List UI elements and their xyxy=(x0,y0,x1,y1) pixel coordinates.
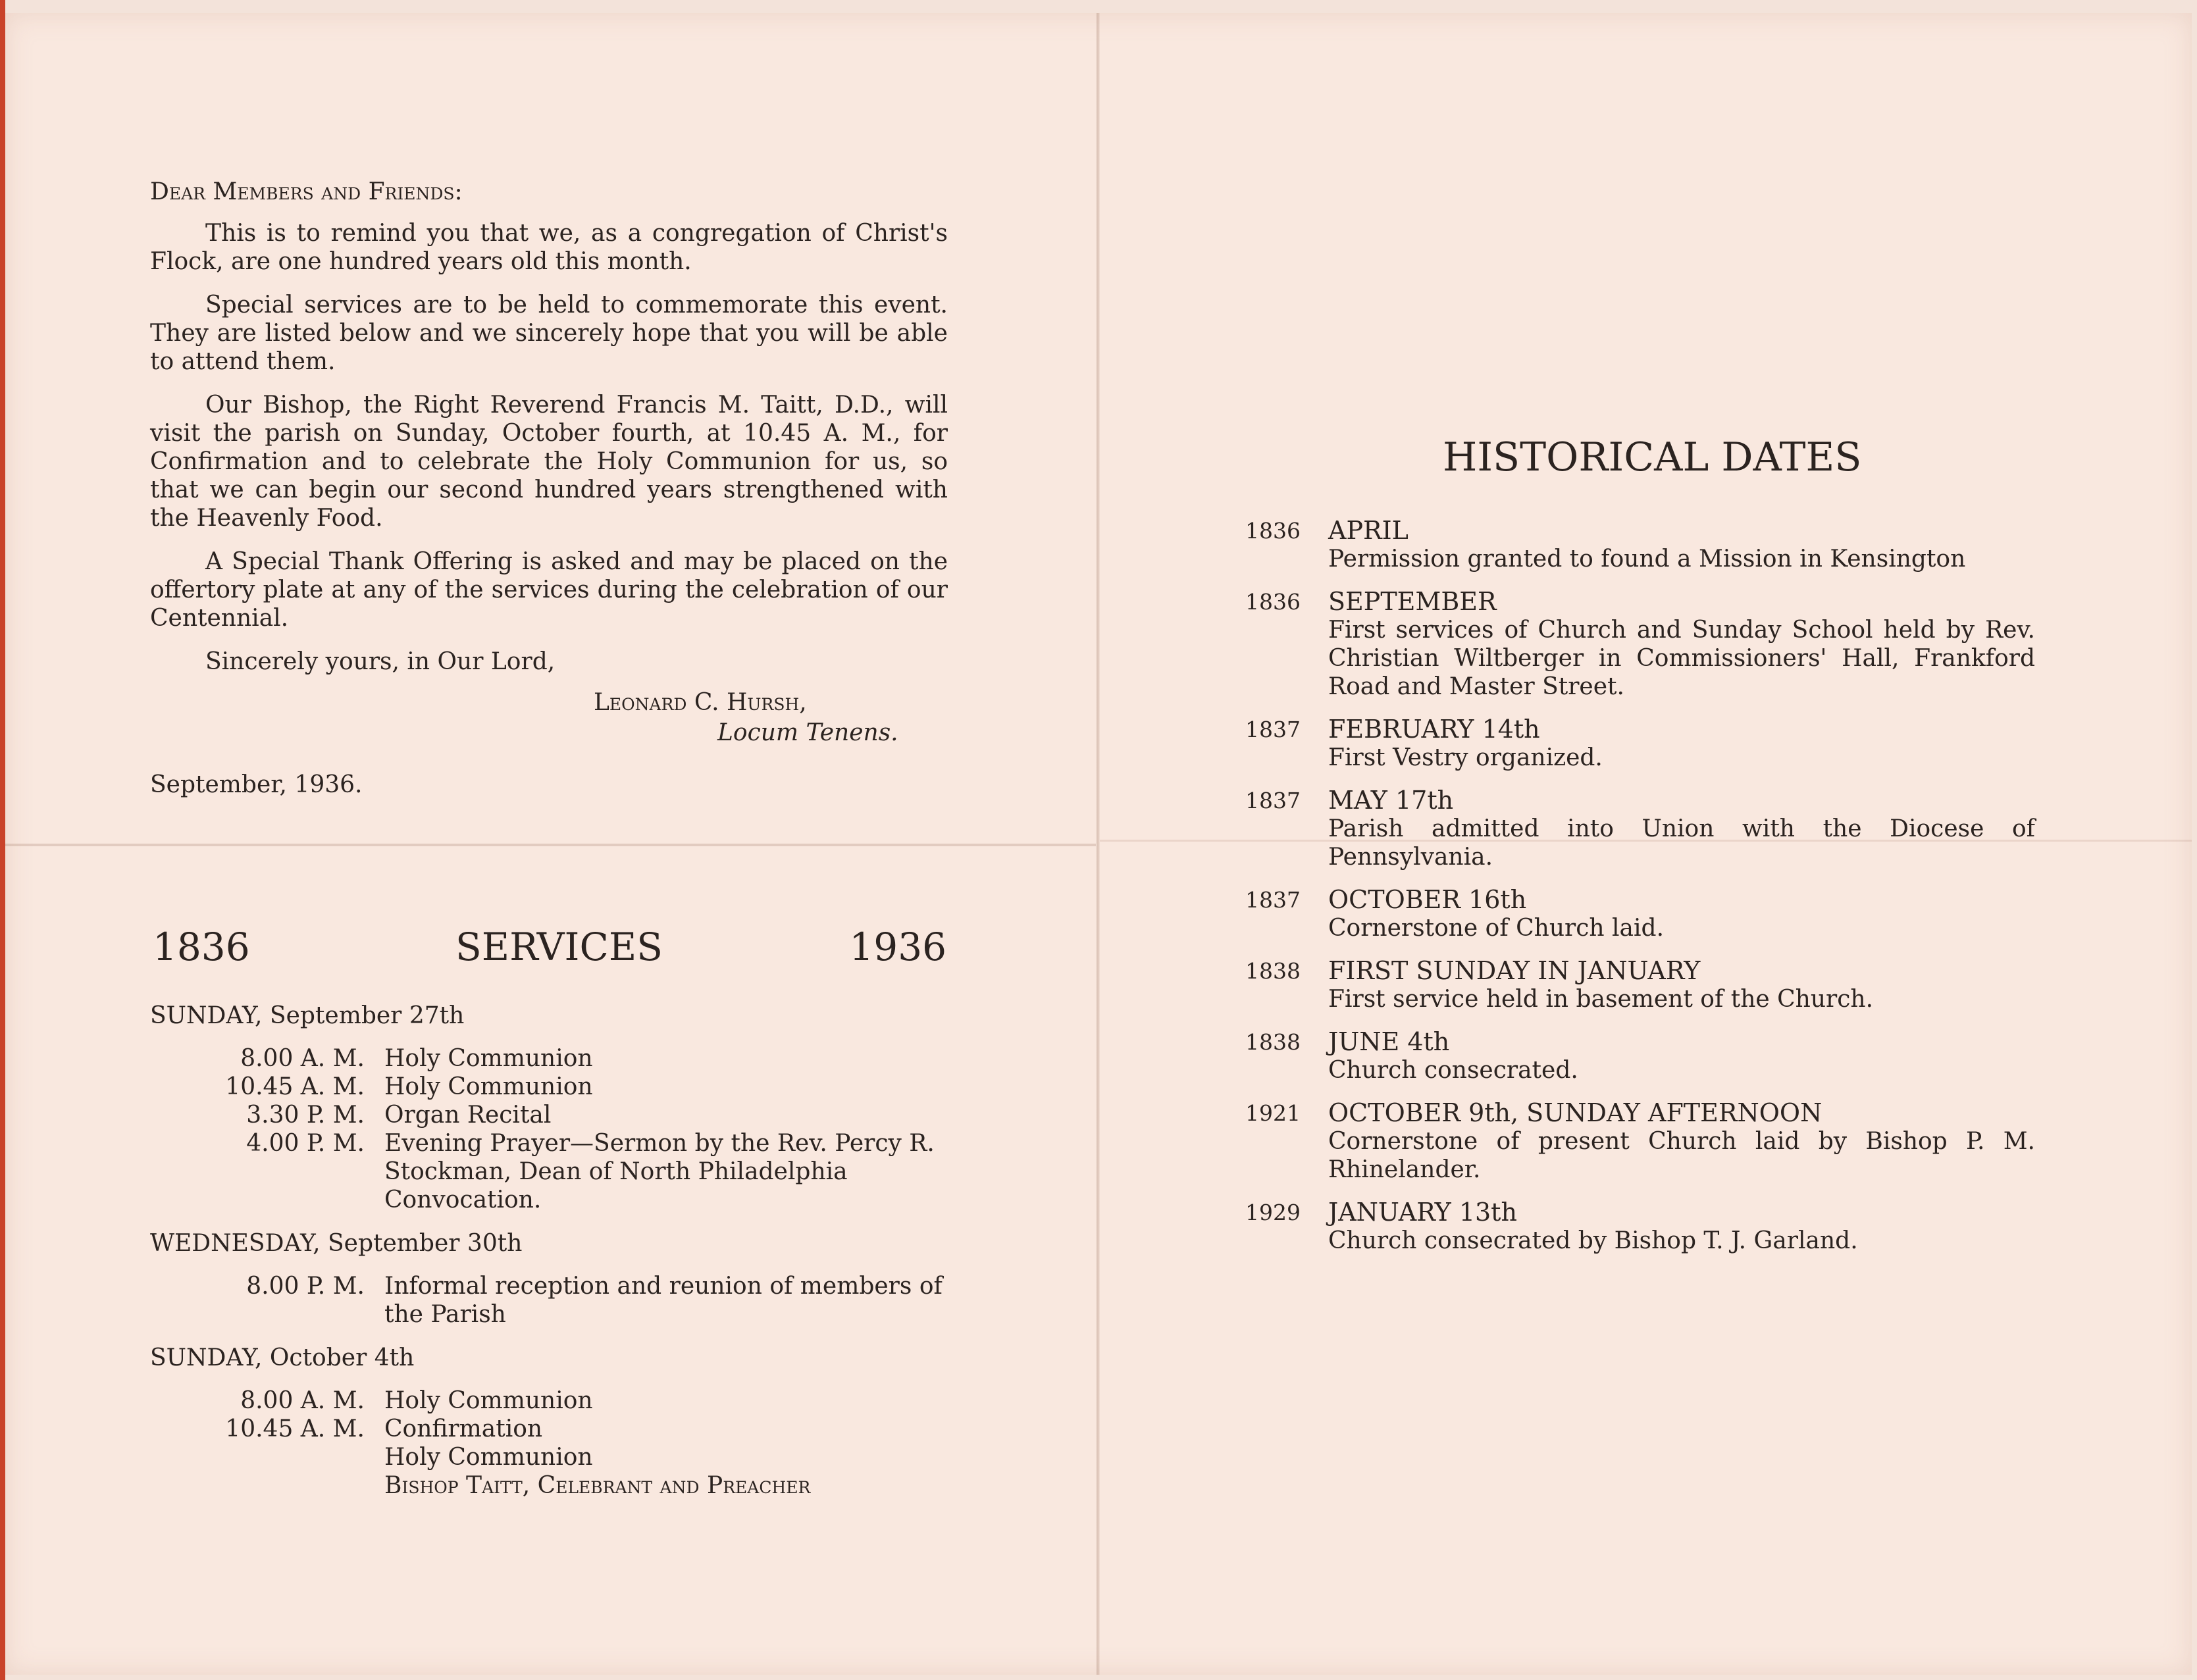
history-entry xyxy=(1245,786,2035,871)
letter-signer-title: Locum Tenens. xyxy=(717,719,898,746)
history-year: 1836 xyxy=(1245,518,1301,544)
letter-date: September, 1936. xyxy=(150,771,363,798)
history-entry xyxy=(1245,1028,2035,1084)
historical-dates-list xyxy=(1245,517,2035,1269)
letter xyxy=(150,178,948,799)
service-event xyxy=(150,1443,950,1471)
service-day: SUNDAY, October 4th xyxy=(150,1344,415,1371)
service-desc: Organ Recital xyxy=(384,1102,552,1129)
service-time: 8.00 P. M. xyxy=(246,1273,365,1300)
letter-paragraph: A Special Thank Offering is asked and may be placed on the offertory plate at any of the services during the celebration of our Centennial. xyxy=(150,548,948,632)
service-time: 4.00 P. M. xyxy=(246,1130,365,1157)
service-time: 8.00 A. M. xyxy=(240,1387,365,1414)
history-entry xyxy=(1245,957,2035,1013)
history-heading: MAY 17th xyxy=(1328,786,1454,815)
history-entry xyxy=(1245,1099,2035,1184)
history-year: 1836 xyxy=(1245,589,1301,615)
letter-signer: Leonard C. Hursh, xyxy=(594,689,807,716)
services-year-end: 1936 xyxy=(849,925,946,969)
service-event xyxy=(150,1471,950,1500)
history-year: 1837 xyxy=(1245,788,1301,813)
service-event xyxy=(150,1415,950,1443)
service-time xyxy=(150,1443,365,1471)
history-desc: Parish admitted into Union with the Diocese of Pennsylvania. xyxy=(1328,815,2035,871)
service-desc: Informal reception and reunion of members of the Parish xyxy=(384,1273,943,1328)
service-time: 8.00 A. M. xyxy=(240,1045,365,1072)
horizontal-fold-left xyxy=(5,844,1096,846)
history-heading: APRIL xyxy=(1328,516,1409,545)
service-desc: Evening Prayer—Sermon by the Rev. Percy R. Stockman, Dean of North Philadelphia Convocation. xyxy=(384,1130,935,1213)
letter-salutation: Dear Members and Friends: xyxy=(150,178,463,205)
history-desc: Cornerstone of present Church laid by Bishop P. M. Rhinelander. xyxy=(1328,1128,2035,1183)
paper-edge xyxy=(0,0,5,1680)
service-event xyxy=(150,1272,950,1329)
history-desc: Permission granted to found a Mission in Kensington xyxy=(1328,546,1966,573)
history-year: 1837 xyxy=(1245,887,1301,913)
history-desc: Church consecrated by Bishop T. J. Garland. xyxy=(1328,1227,1858,1254)
history-year: 1838 xyxy=(1245,958,1301,984)
history-entry xyxy=(1245,886,2035,942)
history-entry xyxy=(1245,588,2035,701)
service-time: 10.45 A. M. xyxy=(225,1073,365,1100)
service-desc: Holy Communion xyxy=(384,1073,593,1100)
history-desc: Cornerstone of Church laid. xyxy=(1328,915,1665,942)
service-events xyxy=(150,1044,950,1214)
service-time xyxy=(150,1471,365,1500)
service-desc: Confirmation xyxy=(384,1415,543,1442)
letter-closing: Sincerely yours, in Our Lord, xyxy=(205,648,556,675)
history-heading: FIRST SUNDAY IN JANUARY xyxy=(1328,956,1701,985)
service-desc: Holy Communion xyxy=(384,1444,593,1471)
history-desc: Church consecrated. xyxy=(1328,1057,1578,1084)
history-desc: First Vestry organized. xyxy=(1328,744,1603,771)
history-year: 1929 xyxy=(1245,1200,1301,1225)
service-day: WEDNESDAY, September 30th xyxy=(150,1230,523,1257)
history-entry xyxy=(1245,1198,2035,1255)
service-time: 10.45 A. M. xyxy=(225,1415,365,1442)
historical-dates-title: HISTORICAL DATES xyxy=(1443,434,1862,480)
center-fold xyxy=(1096,13,1100,1675)
history-heading: OCTOBER 16th xyxy=(1328,885,1527,914)
history-heading: OCTOBER 9th, SUNDAY AFTERNOON xyxy=(1328,1098,1822,1127)
service-day: SUNDAY, September 27th xyxy=(150,1002,465,1029)
service-event xyxy=(150,1101,950,1129)
history-entry xyxy=(1245,715,2035,772)
history-heading: JANUARY 13th xyxy=(1328,1198,1517,1227)
service-event xyxy=(150,1044,950,1073)
service-desc: Bishop Taitt, Celebrant and Preacher xyxy=(384,1472,811,1499)
history-desc: First services of Church and Sunday School held by Rev. Christian Wiltberger in Commissioners' Hall, Frankford Road and Master Street. xyxy=(1328,617,2035,700)
service-desc: Holy Communion xyxy=(384,1387,593,1414)
service-events xyxy=(150,1387,950,1500)
letter-paragraph: Special services are to be held to commemorate this event. They are listed below and we sincerely hope that you will be able to attend them. xyxy=(150,292,948,375)
services-title: SERVICES xyxy=(455,925,663,969)
services-header xyxy=(153,925,946,971)
history-year: 1838 xyxy=(1245,1029,1301,1055)
history-year: 1837 xyxy=(1245,717,1301,742)
services-list xyxy=(150,1002,950,1515)
services-year-start: 1836 xyxy=(153,925,250,969)
history-entry xyxy=(1245,517,2035,573)
service-event xyxy=(150,1129,950,1214)
service-event xyxy=(150,1073,950,1101)
service-events xyxy=(150,1272,950,1329)
letter-paragraph: Our Bishop, the Right Reverend Francis M. Taitt, D.D., will visit the parish on Sunday, October fourth, at 10.45 A. M., for Confirmation and to celebrate the Holy Communion for us, so that we can begin our second hundred years strengthened with the Heavenly Food. xyxy=(150,392,948,532)
service-event xyxy=(150,1387,950,1415)
history-desc: First service held in basement of the Church. xyxy=(1328,986,1874,1013)
history-heading: FEBRUARY 14th xyxy=(1328,715,1540,744)
service-desc: Holy Communion xyxy=(384,1045,593,1072)
letter-paragraph: This is to remind you that we, as a congregation of Christ's Flock, are one hundred years old this month. xyxy=(150,220,948,275)
history-heading: JUNE 4th xyxy=(1328,1027,1450,1056)
history-heading: SEPTEMBER xyxy=(1328,587,1497,616)
service-time: 3.30 P. M. xyxy=(246,1102,365,1129)
history-year: 1921 xyxy=(1245,1100,1301,1126)
